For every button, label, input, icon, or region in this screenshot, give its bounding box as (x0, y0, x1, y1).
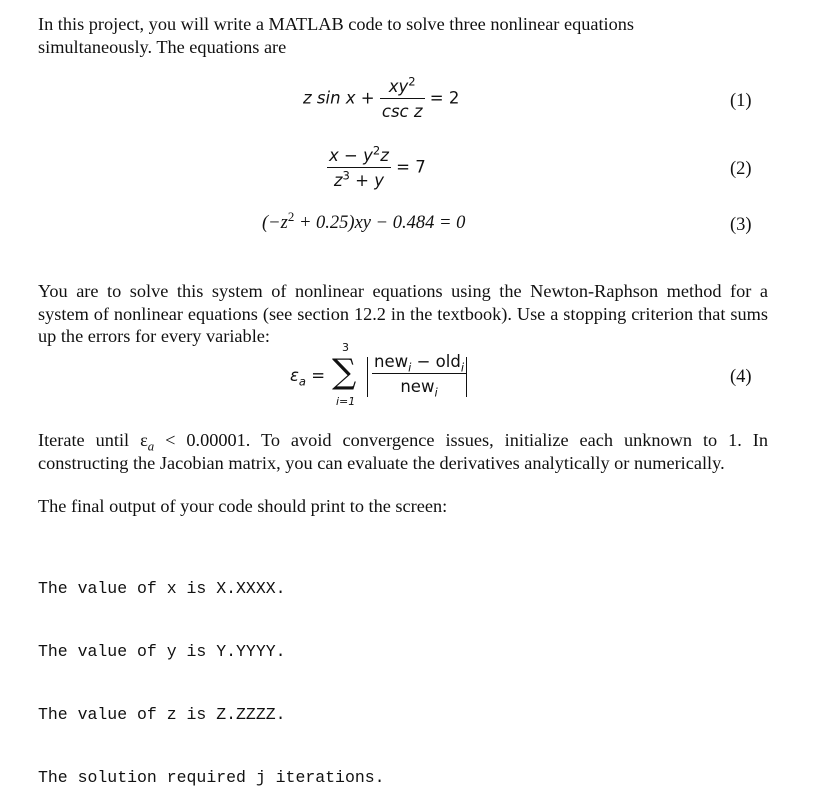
equation-1-denominator: csc z (381, 102, 423, 121)
summation-lower-limit: i=1 (336, 395, 356, 408)
code-line: The solution required j iterations. (38, 768, 385, 787)
absolute-value-bar-left (367, 357, 368, 397)
intro-paragraph (38, 13, 768, 58)
equation-4-denominator: new$_i$ (400, 377, 438, 400)
equation-4-number: (4) (730, 367, 752, 387)
intro-line-2: simultaneously. The equations are (38, 36, 287, 57)
code-line: The value of y is Y.YYYY. (38, 642, 286, 661)
equation-2-number: (2) (730, 159, 752, 179)
intro-line-1: In this project, you will write a MATLAB code to solve three nonlinear equations (38, 14, 635, 34)
summation-upper-limit: 3 (342, 341, 349, 354)
absolute-value-bar-right (466, 357, 467, 397)
equation-4-numerator: new$_i$ − old$_i$ (374, 352, 465, 375)
method-line-3: up the errors for every variable: (38, 326, 270, 346)
equation-1-fraction (380, 74, 425, 121)
equation-1 (303, 74, 460, 121)
final-output-text: The final output of your code should print to the screen: (38, 496, 448, 516)
iterate-line-2: constructing the Jacobian matrix, you can evaluate the derivatives analytically or numerically. (38, 452, 725, 473)
summation-symbol: ∑ (332, 352, 357, 392)
equation-4-lhs: $\varepsilon_a$ = (290, 366, 326, 389)
equation-2-numerator: $x - y^2z$ (327, 146, 391, 168)
equation-2-fraction (327, 143, 391, 190)
equation-3: $(-z^2 + 0.25)xy - 0.484 = 0$ (262, 208, 466, 233)
method-line-1: You are to solve this system of nonlinear equations using the Newton-Raphson method for a (38, 281, 768, 301)
equation-2-denominator: $z^3 + y$ (333, 168, 384, 190)
code-output-block (38, 536, 385, 809)
equation-2-rhs: = 7 (396, 157, 426, 177)
method-line-2: system of nonlinear equations (see section 12.2 in the textbook). Use a stopping criterion that sums (38, 303, 768, 324)
code-line: The value of z is Z.ZZZZ. (38, 705, 286, 724)
equation-2 (327, 143, 426, 190)
code-line: The value of x is X.XXXX. (38, 579, 286, 598)
equation-4-fraction (372, 352, 466, 400)
equation-1-number: (1) (730, 91, 752, 111)
method-paragraph (38, 280, 768, 348)
equation-1-rhs: = 2 (429, 88, 460, 108)
iterate-paragraph (38, 429, 768, 474)
equation-3-number: (3) (730, 215, 752, 235)
iterate-line-1: Iterate until $\varepsilon_a < 0.00001$. To avoid convergence issues, initialize each unknown to 1. In (38, 430, 768, 454)
final-output-paragraph (38, 495, 768, 518)
equation-1-numerator: $xy^2$ (380, 77, 425, 99)
equation-1-lhs: z sin x + (303, 88, 375, 108)
